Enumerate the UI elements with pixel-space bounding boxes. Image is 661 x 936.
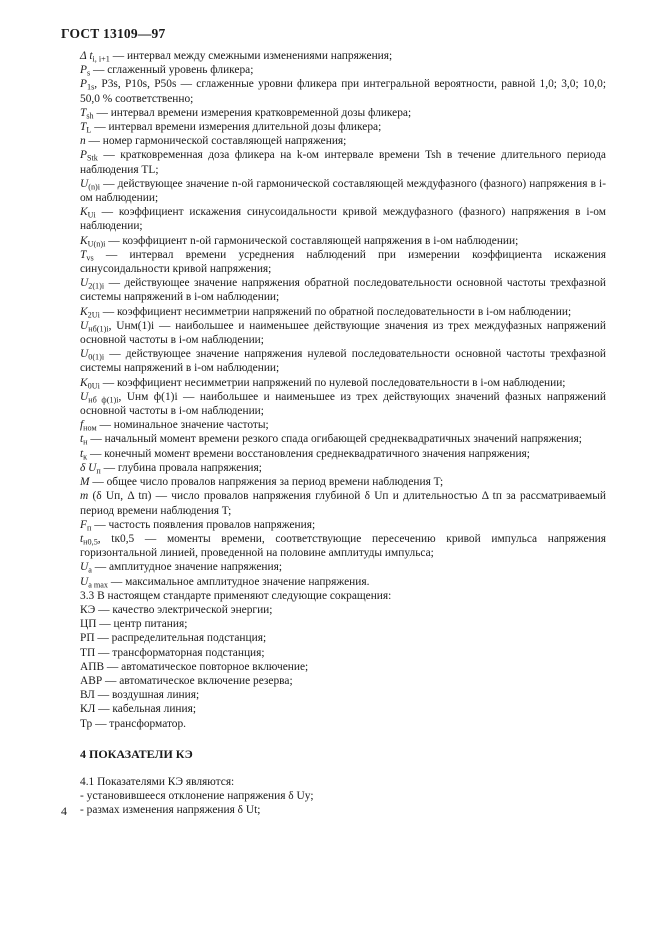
definition-text: (δ Uп, Δ tп) — число провалов напряжения глубиной δ Uп и длительностью Δ tп за рассматриваемый период времени наблюдения T; xyxy=(80,490,609,517)
definition-item xyxy=(61,106,606,120)
definition-item xyxy=(61,134,606,148)
definition-text: — конечный момент времени восстановления среднеквадратичного значения напряжения; xyxy=(87,447,530,460)
definition-symbol: t xyxy=(80,532,84,545)
abbreviations-intro: 3.3 В настоящем стандарте применяют следующие сокращения: xyxy=(80,589,392,602)
definition-item xyxy=(61,575,606,589)
definition-text: — общее число провалов напряжения за период времени наблюдения T; xyxy=(89,476,444,489)
definition-subscript: а xyxy=(88,565,92,575)
abbreviation-item: ЦП — центр питания; xyxy=(80,618,188,631)
definition-item xyxy=(61,319,609,347)
section-title: 4 ПОКАЗАТЕЛИ КЭ xyxy=(80,746,193,761)
definition-symbol: t xyxy=(80,433,84,446)
definition-text: — максимальное амплитудное значение напряжения. xyxy=(108,575,370,588)
definition-text: — коэффициент искажения синусоидальности кривой междуфазного (фазного) напряжения в i-ом наблюдении; xyxy=(80,206,609,233)
definition-text: — частость появления провалов напряжения; xyxy=(91,518,316,531)
definition-subscript: U(n)i xyxy=(87,239,106,249)
definition-text: — интервал времени усреднения наблюдений при измерении коэффициента искажения синусоидальности кривой напряжения; xyxy=(80,248,609,276)
definition-symbol: δ U xyxy=(80,461,97,474)
definition-text: — кратковременная доза фликера на k-ом интервале времени Tsh в течение длительного периода наблюдения TL; xyxy=(80,149,609,176)
definition-text: — номинальное значение частоты; xyxy=(96,419,269,432)
definition-symbol: K xyxy=(80,206,88,219)
definition-subscript: 2(1)i xyxy=(88,281,105,291)
definition-subscript: ном xyxy=(83,423,97,433)
definition-symbol: t xyxy=(80,447,84,460)
abbreviation-item: КЛ — кабельная линия; xyxy=(80,703,197,716)
abbreviation-item: АВР — автоматическое включение резерва; xyxy=(80,674,293,687)
definition-text: — действующее значение напряжения нулевой последовательности основной частоты трехфазной системы напряжений в i-ом наблюдении; xyxy=(80,348,609,375)
section-items-list xyxy=(61,789,606,817)
abbreviation-item: Тр — трансформатор. xyxy=(80,717,187,730)
definition-subscript: 2Ui xyxy=(87,310,100,320)
definition-symbol: U xyxy=(80,177,89,190)
definition-text: — коэффициент n-ой гармонической составляющей напряжения в i-ом наблюдении; xyxy=(105,234,519,247)
definition-item xyxy=(61,532,609,560)
definition-symbol: P xyxy=(80,64,87,77)
indicator-item: - размах изменения напряжения δ Ut; xyxy=(80,804,261,817)
definition-symbol: U xyxy=(80,561,89,574)
definition-symbol: F xyxy=(80,518,87,531)
definition-item xyxy=(61,77,609,105)
definition-item xyxy=(61,177,606,205)
definition-item xyxy=(61,461,606,475)
definition-symbol: P xyxy=(80,149,87,162)
definition-item xyxy=(61,305,606,319)
definition-subscript: 0(1)i xyxy=(88,352,105,362)
definition-subscript: к xyxy=(83,452,88,462)
abbreviation-item: АПВ — автоматическое повторное включение; xyxy=(80,660,309,673)
definition-subscript: vs xyxy=(86,253,94,263)
definition-text: — действующее значение напряжения обратной последовательности основной частоты трехфазной системы напряжений в i-ом наблюдении; xyxy=(80,277,609,304)
definition-text: — интервал между смежными изменениями напряжения; xyxy=(109,50,393,62)
definition-symbol: Δ t xyxy=(80,50,93,62)
definition-item xyxy=(61,205,609,233)
definition-subscript: п xyxy=(86,523,92,533)
definition-subscript: н xyxy=(83,437,88,447)
indicator-item: - установившееся отклонение напряжения δ Uy; xyxy=(80,790,314,803)
definition-subscript: н0,5 xyxy=(83,537,98,547)
definition-text: — коэффициент несимметрии напряжений по нулевой последовательности в i-ом наблюдении; xyxy=(99,376,566,389)
definition-subscript: нб ф(1)i xyxy=(88,395,119,405)
definition-subscript: (n)i xyxy=(88,182,101,192)
definition-text: , Uнм(1)i — наибольшее и наименьшее действующие значения из трех междуфазных напряжений основной частоты в i-ом наблюдении; xyxy=(80,319,609,347)
definition-symbol: P xyxy=(80,78,87,91)
definition-item xyxy=(61,276,609,304)
definition-text: — действующее значение n-ой гармонической составляющей междуфазного (фазного) напряжения в i-ом наблюдении; xyxy=(80,177,606,205)
definition-subscript: а max xyxy=(88,579,109,589)
abbreviation-item: ТП — трансформаторная подстанция; xyxy=(80,646,265,659)
definition-symbol: n xyxy=(80,135,86,148)
definition-subscript: 0Ui xyxy=(87,381,100,391)
definition-item xyxy=(61,560,606,574)
definition-symbol: f xyxy=(80,419,84,432)
definition-text: — коэффициент несимметрии напряжений по обратной последовательности в i-ом наблюдении; xyxy=(99,305,572,318)
definition-item xyxy=(61,376,606,390)
definition-symbol: U xyxy=(80,348,89,361)
definition-text: — интервал времени измерения длительной дозы фликера; xyxy=(91,121,382,134)
definition-item xyxy=(61,248,609,276)
definition-item xyxy=(61,489,609,517)
definition-item xyxy=(61,418,606,432)
definition-symbol: U xyxy=(80,319,89,332)
definition-item xyxy=(61,347,609,375)
definition-symbol: U xyxy=(80,575,89,588)
definition-subscript: Ui xyxy=(87,210,96,220)
definition-symbol: m xyxy=(80,490,89,503)
definition-subscript: 1s xyxy=(86,82,95,92)
definition-subscript: L xyxy=(86,125,92,135)
definition-symbol: T xyxy=(80,121,87,134)
abbreviation-item: КЭ — качество электрической энергии; xyxy=(80,603,273,616)
definition-symbol: T xyxy=(80,106,87,119)
page-number: 4 xyxy=(61,804,67,818)
definition-text: — интервал времени измерения кратковременной дозы фликера; xyxy=(93,106,412,119)
definition-item xyxy=(61,447,606,461)
definition-item xyxy=(61,148,609,176)
definition-subscript: нб(1)i xyxy=(88,324,109,334)
definition-symbol: U xyxy=(80,390,89,403)
abbreviations-list xyxy=(61,603,606,731)
definition-symbol: K xyxy=(80,305,88,318)
definition-subscript: sh xyxy=(86,111,94,121)
definition-item xyxy=(61,518,606,532)
page-header: ГОСТ 13109—97 xyxy=(61,26,166,41)
definition-text: — начальный момент времени резкого спада огибающей среднеквадратичных значений напряжения; xyxy=(87,433,582,446)
definition-symbol: T xyxy=(80,248,87,261)
abbreviation-item: РП — распределительная подстанция; xyxy=(80,632,267,645)
definition-text: , Uнм ф(1)i — наибольшее и наименьшее из трех действующих значений фазных напряжений основной частоты в i-ом наблюдении; xyxy=(80,390,609,418)
definition-symbol: M xyxy=(80,476,90,489)
definition-symbol: K xyxy=(80,234,88,247)
definition-subscript: п xyxy=(96,466,101,476)
definition-text: — номер гармонической составляющей напряжения; xyxy=(85,135,347,148)
definition-symbol: U xyxy=(80,277,89,290)
definitions-list xyxy=(61,49,609,589)
definition-subscript: Stk xyxy=(86,153,98,163)
section-intro: 4.1 Показателями КЭ являются: xyxy=(80,775,235,788)
definition-item xyxy=(61,120,606,134)
definition-text: , tк0,5 — моменты времени, соответствующие пересечению кривой импульса напряжения горизонтальной линией, проведенной на половине амплитуды импульса; xyxy=(80,532,609,560)
definition-text: — сглаженный уровень фликера; xyxy=(90,64,254,77)
definition-subscript: s xyxy=(86,68,91,78)
definition-symbol: K xyxy=(80,376,88,389)
definition-item xyxy=(61,49,606,63)
definition-text: — амплитудное значение напряжения; xyxy=(91,561,283,574)
definition-item xyxy=(61,390,609,418)
definition-item xyxy=(61,63,606,77)
abbreviation-item: ВЛ — воздушная линия; xyxy=(80,689,200,702)
page-content xyxy=(61,49,609,818)
definition-item xyxy=(61,432,606,446)
definition-item xyxy=(61,475,606,489)
definition-text: , P3s, P10s, P50s — сглаженные уровни фликера при интегральной вероятности, равной 1,0; 3,0; 10,0; 50,0 % соответственно; xyxy=(80,78,609,105)
definition-item xyxy=(61,234,606,248)
definition-subscript: i, i+1 xyxy=(92,54,110,64)
definition-text: — глубина провала напряжения; xyxy=(100,461,262,474)
